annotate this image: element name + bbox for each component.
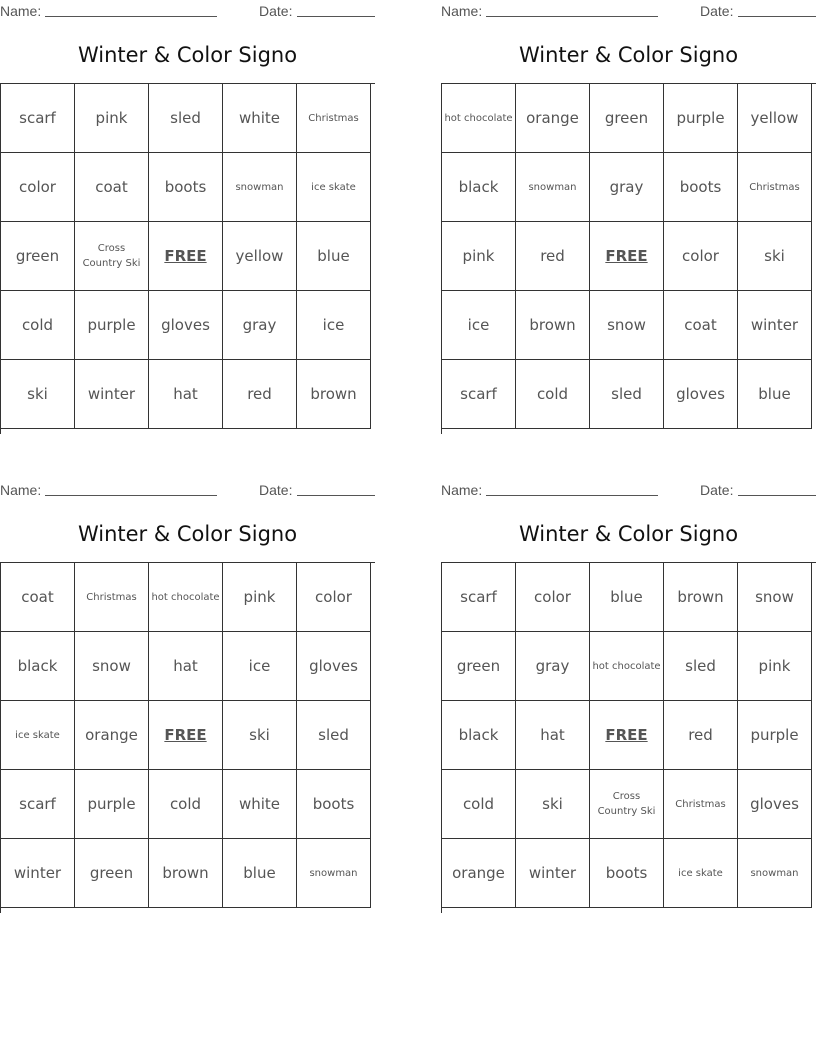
bingo-cell: red	[223, 360, 297, 429]
bingo-cell: ski	[738, 222, 812, 291]
bingo-cell: Cross Country Ski	[590, 770, 664, 839]
bingo-cell: snowman	[738, 839, 812, 908]
bingo-cell: green	[442, 632, 516, 701]
bingo-cell: Christmas	[738, 153, 812, 222]
date-label: Date:	[700, 482, 734, 498]
bingo-cell: gloves	[149, 291, 223, 360]
bingo-cell: color	[516, 563, 590, 632]
bingo-cell: winter	[1, 839, 75, 908]
bingo-cell: blue	[297, 222, 371, 291]
name-label: Name:	[0, 482, 42, 498]
bingo-cell: snowman	[516, 153, 590, 222]
bingo-cell: boots	[664, 153, 738, 222]
bingo-cell: white	[223, 84, 297, 153]
bingo-cell: ice skate	[1, 701, 75, 770]
bingo-cell: ice	[442, 291, 516, 360]
bingo-cell: sled	[590, 360, 664, 429]
bingo-cell: hot chocolate	[149, 563, 223, 632]
free-space-cell: FREE	[590, 222, 664, 291]
bingo-cell: cold	[1, 291, 75, 360]
bingo-cell: color	[1, 153, 75, 222]
bingo-cell: boots	[149, 153, 223, 222]
bingo-cell: hot chocolate	[590, 632, 664, 701]
bingo-cell: gray	[590, 153, 664, 222]
bingo-cell: sled	[664, 632, 738, 701]
card-header	[0, 2, 375, 20]
bingo-cell: gloves	[297, 632, 371, 701]
bingo-cell: sled	[149, 84, 223, 153]
card-title: Winter & Color Signo	[518, 43, 739, 67]
date-label: Date:	[259, 482, 293, 498]
date-label: Date:	[700, 3, 734, 19]
bingo-cell: winter	[738, 291, 812, 360]
name-line	[486, 16, 658, 17]
bingo-cell: green	[75, 839, 149, 908]
card-header	[0, 481, 375, 499]
bingo-cell: ski	[1, 360, 75, 429]
card-header	[441, 2, 816, 20]
bingo-cell: ski	[223, 701, 297, 770]
bingo-cell: black	[442, 153, 516, 222]
name-line	[45, 495, 217, 496]
name-line	[486, 495, 658, 496]
date-line	[738, 16, 816, 17]
bingo-cell: scarf	[442, 360, 516, 429]
bingo-cell: boots	[590, 839, 664, 908]
bingo-cell: hot chocolate	[442, 84, 516, 153]
bingo-cell: green	[590, 84, 664, 153]
bingo-cell: boots	[297, 770, 371, 839]
bingo-cell: purple	[664, 84, 738, 153]
bingo-cell: purple	[75, 770, 149, 839]
bingo-cell: snow	[738, 563, 812, 632]
free-space-cell: FREE	[149, 701, 223, 770]
bingo-cell: yellow	[738, 84, 812, 153]
bingo-card-1	[0, 0, 375, 434]
bingo-cell: hat	[149, 360, 223, 429]
bingo-cell: coat	[1, 563, 75, 632]
bingo-grid	[0, 83, 375, 434]
bingo-cell: orange	[516, 84, 590, 153]
bingo-cell: snowman	[223, 153, 297, 222]
bingo-cell: ice skate	[297, 153, 371, 222]
bingo-cell: yellow	[223, 222, 297, 291]
name-line	[45, 16, 217, 17]
bingo-cell: black	[1, 632, 75, 701]
bingo-cell: blue	[223, 839, 297, 908]
bingo-cell: Christmas	[75, 563, 149, 632]
bingo-cell: hat	[516, 701, 590, 770]
bingo-grid	[0, 562, 375, 913]
bingo-cell: ski	[516, 770, 590, 839]
bingo-grid	[441, 83, 816, 434]
bingo-cell: ice	[223, 632, 297, 701]
free-space-cell: FREE	[590, 701, 664, 770]
bingo-cell: scarf	[442, 563, 516, 632]
bingo-cell: winter	[75, 360, 149, 429]
bingo-cell: Cross Country Ski	[75, 222, 149, 291]
bingo-cell: ice	[297, 291, 371, 360]
bingo-cell: gray	[516, 632, 590, 701]
bingo-cell: snow	[75, 632, 149, 701]
bingo-cell: blue	[738, 360, 812, 429]
bingo-cell: coat	[75, 153, 149, 222]
date-line	[297, 495, 375, 496]
card-title: Winter & Color Signo	[77, 522, 298, 546]
bingo-cell: brown	[664, 563, 738, 632]
bingo-card-4	[441, 479, 816, 913]
bingo-cell: color	[664, 222, 738, 291]
bingo-cell: winter	[516, 839, 590, 908]
bingo-card-3	[0, 479, 375, 913]
bingo-cell: green	[1, 222, 75, 291]
bingo-cell: orange	[442, 839, 516, 908]
card-title: Winter & Color Signo	[77, 43, 298, 67]
date-line	[738, 495, 816, 496]
bingo-cell: snowman	[297, 839, 371, 908]
bingo-cell: pink	[75, 84, 149, 153]
bingo-cell: blue	[590, 563, 664, 632]
bingo-cell: gloves	[664, 360, 738, 429]
card-title: Winter & Color Signo	[518, 522, 739, 546]
bingo-grid	[441, 562, 816, 913]
name-label: Name:	[441, 3, 483, 19]
free-space-cell: FREE	[149, 222, 223, 291]
bingo-cell: orange	[75, 701, 149, 770]
bingo-cell: brown	[516, 291, 590, 360]
date-line	[297, 16, 375, 17]
bingo-cell: gray	[223, 291, 297, 360]
bingo-cell: brown	[149, 839, 223, 908]
date-label: Date:	[259, 3, 293, 19]
bingo-cell: pink	[442, 222, 516, 291]
bingo-cell: cold	[442, 770, 516, 839]
bingo-cell: Christmas	[297, 84, 371, 153]
name-label: Name:	[441, 482, 483, 498]
bingo-card-2	[441, 0, 816, 434]
name-label: Name:	[0, 3, 42, 19]
bingo-cell: red	[516, 222, 590, 291]
bingo-cell: scarf	[1, 84, 75, 153]
bingo-cell: hat	[149, 632, 223, 701]
bingo-cell: ice skate	[664, 839, 738, 908]
bingo-cell: coat	[664, 291, 738, 360]
bingo-cell: Christmas	[664, 770, 738, 839]
bingo-cell: pink	[223, 563, 297, 632]
bingo-cell: brown	[297, 360, 371, 429]
bingo-cell: black	[442, 701, 516, 770]
bingo-cell: cold	[516, 360, 590, 429]
bingo-cell: snow	[590, 291, 664, 360]
card-header	[441, 481, 816, 499]
bingo-cell: purple	[75, 291, 149, 360]
bingo-cell: white	[223, 770, 297, 839]
bingo-cell: purple	[738, 701, 812, 770]
bingo-cell: scarf	[1, 770, 75, 839]
bingo-cell: pink	[738, 632, 812, 701]
bingo-cell: color	[297, 563, 371, 632]
bingo-cell: red	[664, 701, 738, 770]
bingo-cell: cold	[149, 770, 223, 839]
bingo-cell: sled	[297, 701, 371, 770]
bingo-cell: gloves	[738, 770, 812, 839]
